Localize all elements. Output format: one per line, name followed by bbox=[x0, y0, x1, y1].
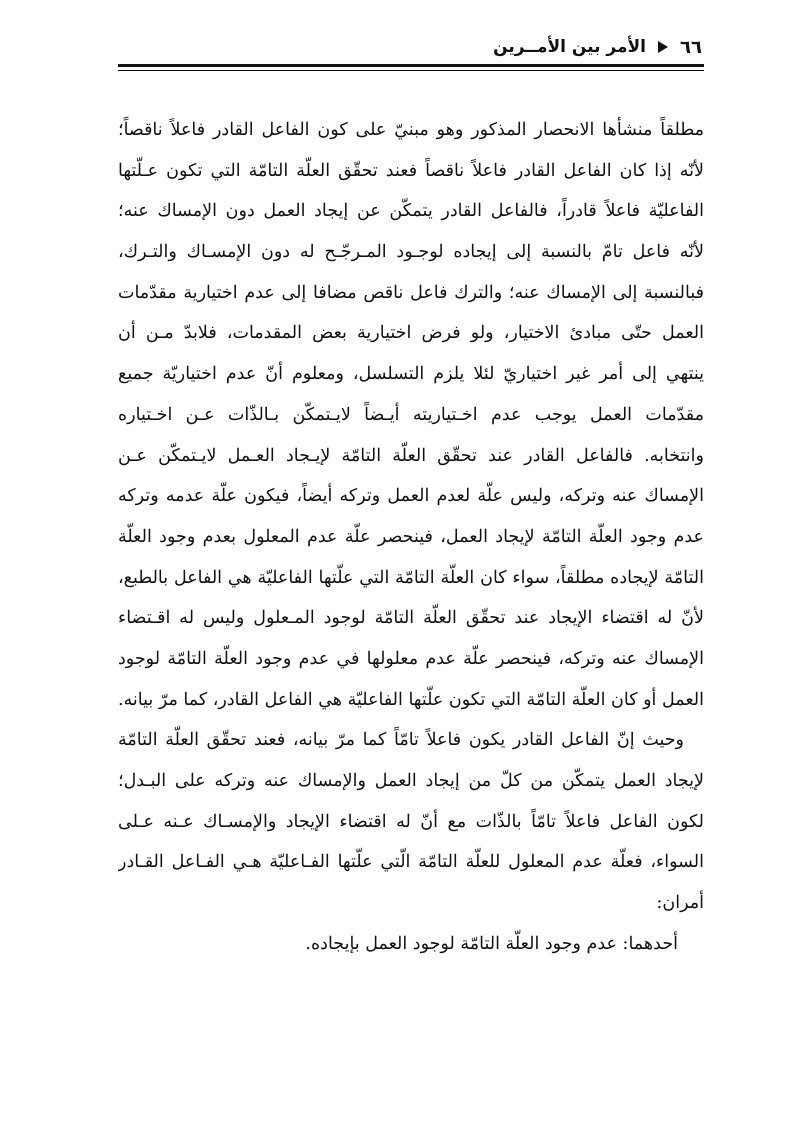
text-line: العمل أو كان العلّة التامّة التي تكون علّتها الفاعليّة هي الفاعل القادر، كما مرّ بيانه. bbox=[118, 689, 704, 710]
text-line: مقدّمات العمل يوجب عدم اخـتياريته أيـضاً لايـتمكّن بـالذّات عـن اخـتياره bbox=[118, 404, 704, 425]
text-line: أحدهما: عدم وجود العلّة التامّة لوجود العمل بإيجاده. bbox=[305, 933, 678, 954]
text-line: الإمساك عنه وتركه، وليس علّة لعدم العمل وتركه أيضاً، فيكون علّة عدمه وتركه bbox=[118, 486, 704, 507]
text-line: لكون الفاعل فاعلاً تامّاً بالذّات مع أنّ له اقتضاء الإيجاد والإمسـاك عـنه عـلى bbox=[118, 811, 704, 832]
text-line: أمران: bbox=[656, 893, 704, 914]
running-header bbox=[118, 34, 702, 60]
text-line: مطلقاً منشأها الانحصار المذكور وهو مبنيّ على كون الفاعل القادر فاعلاً ناقصاً؛ bbox=[118, 120, 704, 140]
text-line: الفاعليّة فاعلاً قادراً، فالفاعل القادر يتمكّن عن إيجاد العمل دون الإمساك عنه؛ bbox=[118, 201, 704, 222]
text-line: وانتخابه. فالفاعل القادر عند تحقّق العلّة التامّة لإيـجاد العـمل لايـتمكّن عـن bbox=[118, 445, 704, 466]
text-line: الإمساك عنه وتركه، فينحصر علّة عدم معلولها في عدم وجود العلّة التامّة لوجود bbox=[118, 648, 704, 669]
text-line: لأنّ له اقتضاء الإيجاد عند تحقّق العلّة التامّة لوجود المـعلول وليس له اقـتضاء bbox=[118, 608, 704, 629]
text-line: ينتهي إلى أمر غير اختياريّ لئلا يلزم التسلسل، ومعلوم أنّ عدم اختياريّة جميع bbox=[118, 364, 704, 385]
text-line: وحيث إنّ الفاعل القادر يكون فاعلاً تامّاً كما مرّ بيانه، فعند تحقّق العلّة التامّة bbox=[118, 730, 684, 751]
text-line: لأنّه إذا كان الفاعل القادر فاعلاً ناقصاً فعند تحقّق العلّة التامّة التي تكون عـلّتها bbox=[118, 160, 704, 181]
text-line: عدم وجود العلّة التامّة لإيجاد العمل، فينحصر علّة عدم المعلول بعدم وجود العلّة bbox=[118, 526, 704, 547]
header-rule-thick bbox=[118, 64, 704, 67]
page-number: ٦٦ bbox=[680, 36, 702, 58]
body-text bbox=[118, 110, 704, 964]
triangle-right-icon bbox=[658, 41, 668, 53]
text-line: التامّة لإيجاده مطلقاً، سواء كان العلّة التامّة التي علّتها الفاعليّة هي الفاعل بالطبع، bbox=[118, 567, 704, 588]
running-title: الأمر بين الأمــرين bbox=[493, 37, 647, 57]
text-line: السواء، فعلّة عدم المعلول للعلّة التامّة الّتي علّتها الفـاعليّة هـي الفـاعل القـادر bbox=[118, 852, 704, 873]
text-line: العمل حتّى مبادئ الاختيار، ولو فرض اختيارية بعض المقدمات، فلابدّ مـن أن bbox=[118, 323, 704, 344]
text-line: لإيجاد العمل يتمكّن من كلّ من إيجاد العمل والإمساك عنه وتركه على البـدل؛ bbox=[118, 771, 704, 791]
text-line: فبالنسبة إلى الإمساك عنه؛ والترك فاعل ناقص مضافا إلى عدم اختيارية مقدّمات bbox=[118, 282, 704, 303]
header-rule-thin bbox=[118, 70, 704, 71]
text-line: لأنّه فاعل تامّ بالنسبة إلى إيجاده لوجـود المـرجّـح له دون الإمسـاك والتـرك، bbox=[118, 242, 704, 263]
